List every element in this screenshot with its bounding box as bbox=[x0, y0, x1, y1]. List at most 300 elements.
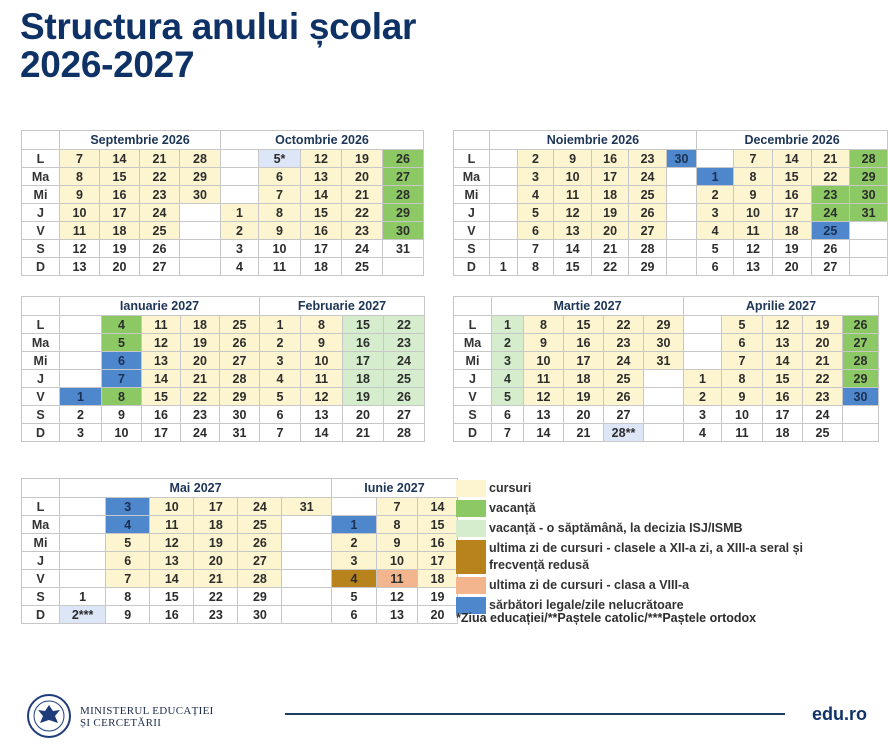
calendar-day-cell: 23 bbox=[629, 150, 666, 168]
day-label: L bbox=[454, 316, 492, 334]
calendar-empty-cell bbox=[684, 352, 722, 370]
day-label: Mi bbox=[454, 186, 490, 204]
calendar-ian-feb bbox=[21, 296, 425, 442]
calendar-day-cell: 11 bbox=[377, 570, 418, 588]
month-header: Februarie 2027 bbox=[260, 297, 425, 316]
calendar-day-cell: 13 bbox=[524, 406, 564, 424]
calendar-day-cell: 27 bbox=[220, 352, 260, 370]
day-label: J bbox=[454, 370, 492, 388]
calendar-day-cell: 13 bbox=[150, 552, 194, 570]
calendar-day-cell: 5 bbox=[517, 204, 554, 222]
calendar-day-cell: 12 bbox=[301, 150, 342, 168]
calendar-mar-apr bbox=[453, 296, 879, 442]
day-label: J bbox=[454, 204, 490, 222]
calendar-day-cell: 4 bbox=[492, 370, 524, 388]
calendar-day-cell: 18 bbox=[763, 424, 803, 442]
calendar-day-cell: 24 bbox=[181, 424, 220, 442]
calendar-day-cell: 16 bbox=[100, 186, 140, 204]
calendar-day-cell: 30 bbox=[850, 186, 888, 204]
calendar-day-cell: 1 bbox=[492, 316, 524, 334]
calendar-day-cell: 14 bbox=[100, 150, 140, 168]
calendar-day-cell: 14 bbox=[142, 370, 181, 388]
calendar-day-cell: 13 bbox=[763, 334, 803, 352]
calendar-day-cell: 26 bbox=[220, 334, 260, 352]
calendar-day-cell: 11 bbox=[554, 186, 591, 204]
day-label: Mi bbox=[22, 352, 60, 370]
calendar-empty-cell bbox=[843, 406, 879, 424]
month-header: Noiembrie 2026 bbox=[489, 131, 696, 150]
day-label: V bbox=[454, 388, 492, 406]
calendar-day-cell: 29 bbox=[850, 168, 888, 186]
legend-swatch-vacanta-saptamana bbox=[456, 520, 486, 537]
calendar-day-cell: 23 bbox=[140, 186, 180, 204]
calendar-day-cell: 25 bbox=[811, 222, 850, 240]
calendar-empty-cell bbox=[282, 534, 332, 552]
calendar-day-cell: 30 bbox=[220, 406, 260, 424]
calendar-empty-cell bbox=[383, 258, 424, 276]
calendar-empty-cell bbox=[489, 240, 517, 258]
calendar-day-cell: 30 bbox=[666, 150, 696, 168]
calendar-day-cell: 24 bbox=[140, 204, 180, 222]
calendar-day-cell: 25 bbox=[384, 370, 425, 388]
calendar-empty-cell bbox=[850, 258, 888, 276]
calendar-empty-cell bbox=[282, 552, 332, 570]
calendar-empty-cell bbox=[60, 570, 106, 588]
calendar-day-cell: 25 bbox=[342, 258, 383, 276]
calendar-day-cell: 4 bbox=[106, 516, 150, 534]
calendar-day-cell: 14 bbox=[150, 570, 194, 588]
calendar-empty-cell bbox=[684, 316, 722, 334]
calendar-day-cell: 15 bbox=[142, 388, 181, 406]
calendar-day-cell: 9 bbox=[554, 150, 591, 168]
calendar-day-cell: 2 bbox=[332, 534, 377, 552]
calendar-day-cell: 18 bbox=[343, 370, 384, 388]
day-label: S bbox=[22, 406, 60, 424]
legend bbox=[456, 480, 839, 617]
calendar-day-cell: 14 bbox=[772, 150, 811, 168]
calendar-day-cell: 16 bbox=[591, 150, 628, 168]
calendar-day-cell: 12 bbox=[142, 334, 181, 352]
calendar-day-cell: 15 bbox=[418, 516, 458, 534]
legend-label: ultima zi de cursuri - clasele a XII-a zi, a XIII-a seral și frecvență redusă bbox=[489, 541, 804, 572]
site-link[interactable]: edu.ro bbox=[812, 704, 868, 724]
calendar-empty-cell bbox=[180, 204, 221, 222]
calendar-day-cell: 30 bbox=[180, 186, 221, 204]
calendar-empty-cell bbox=[489, 186, 517, 204]
calendar-day-cell: 1 bbox=[60, 588, 106, 606]
calendar-day-cell: 31 bbox=[282, 498, 332, 516]
calendar-day-cell: 10 bbox=[259, 240, 301, 258]
calendar-day-cell: 19 bbox=[564, 388, 604, 406]
calendar-day-cell: 19 bbox=[418, 588, 458, 606]
calendar-day-cell: 8 bbox=[102, 388, 142, 406]
legend-swatch-ultima-zi-viii bbox=[456, 577, 486, 594]
legend-swatch-vacanta bbox=[456, 500, 486, 517]
calendar-empty-cell bbox=[644, 388, 684, 406]
calendar-day-cell: 23 bbox=[811, 186, 850, 204]
month-header: Iunie 2027 bbox=[332, 479, 458, 498]
calendar-day-cell: 25 bbox=[629, 186, 666, 204]
calendar-day-cell: 3 bbox=[106, 498, 150, 516]
calendar-empty-cell bbox=[666, 258, 696, 276]
legend-label: vacanță - o săptămână, la decizia ISJ/ISMB bbox=[489, 521, 743, 535]
title-line-2: 2026-2027 bbox=[20, 44, 195, 85]
calendar-day-cell: 10 bbox=[524, 352, 564, 370]
calendar-sep-oct bbox=[21, 130, 424, 276]
calendar-day-cell: 1 bbox=[221, 204, 259, 222]
calendar-day-cell: 10 bbox=[734, 204, 773, 222]
calendar-day-cell: 19 bbox=[342, 150, 383, 168]
calendar-day-cell: 18 bbox=[564, 370, 604, 388]
calendar-day-cell: 18 bbox=[591, 186, 628, 204]
calendar-day-cell: 19 bbox=[772, 240, 811, 258]
calendar-day-cell: 10 bbox=[150, 498, 194, 516]
calendar-day-cell: 8 bbox=[60, 168, 100, 186]
calendar-day-cell: 29 bbox=[629, 258, 666, 276]
calendar-day-cell: 9 bbox=[377, 534, 418, 552]
day-label: D bbox=[454, 424, 492, 442]
calendar-day-cell: 27 bbox=[384, 406, 425, 424]
calendar-empty-cell bbox=[644, 370, 684, 388]
calendar-day-cell: 12 bbox=[763, 316, 803, 334]
calendar-empty-cell bbox=[60, 352, 102, 370]
calendar-day-cell: 23 bbox=[803, 388, 843, 406]
calendar-day-cell: 22 bbox=[194, 588, 238, 606]
calendar-day-cell: 7 bbox=[377, 498, 418, 516]
calendar-day-cell: 4 bbox=[517, 186, 554, 204]
calendar-day-cell: 3 bbox=[492, 352, 524, 370]
calendar-day-cell: 20 bbox=[342, 168, 383, 186]
day-label: D bbox=[22, 606, 60, 624]
day-label: S bbox=[454, 240, 490, 258]
calendar-day-cell: 11 bbox=[301, 370, 343, 388]
calendar-day-cell: 21 bbox=[564, 424, 604, 442]
day-label: Mi bbox=[454, 352, 492, 370]
calendar-empty-cell bbox=[666, 204, 696, 222]
calendar-day-cell: 8 bbox=[517, 258, 554, 276]
calendar-day-cell: 21 bbox=[811, 150, 850, 168]
calendar-day-cell: 24 bbox=[342, 240, 383, 258]
calendar-day-cell: 6 bbox=[722, 334, 763, 352]
calendar-day-cell: 28 bbox=[384, 424, 425, 442]
calendar-empty-cell bbox=[60, 552, 106, 570]
calendar-empty-cell bbox=[489, 222, 517, 240]
legend-item bbox=[456, 480, 839, 497]
calendar-day-cell: 17 bbox=[591, 168, 628, 186]
calendar-day-cell: 10 bbox=[722, 406, 763, 424]
calendar-day-cell: 7 bbox=[722, 352, 763, 370]
calendar-empty-cell bbox=[489, 168, 517, 186]
calendar-day-cell: 23 bbox=[384, 334, 425, 352]
calendar-day-cell: 13 bbox=[301, 406, 343, 424]
calendar-day-cell: 11 bbox=[722, 424, 763, 442]
calendar-day-cell: 26 bbox=[140, 240, 180, 258]
calendar-day-cell: 24 bbox=[604, 352, 644, 370]
calendar-day-cell: 17 bbox=[301, 240, 342, 258]
calendar-day-cell: 17 bbox=[772, 204, 811, 222]
calendar-day-cell: 15 bbox=[150, 588, 194, 606]
calendar-day-cell: 10 bbox=[301, 352, 343, 370]
calendar-empty-cell bbox=[60, 516, 106, 534]
calendar-day-cell: 15 bbox=[763, 370, 803, 388]
calendar-day-cell: 14 bbox=[763, 352, 803, 370]
calendar-day-cell: 25 bbox=[803, 424, 843, 442]
calendar-day-cell: 1 bbox=[697, 168, 734, 186]
calendar-day-cell: 3 bbox=[517, 168, 554, 186]
calendar-day-cell: 19 bbox=[100, 240, 140, 258]
legend-footnote: *Ziua educației/**Paștele catolic/***Paștele ortodox bbox=[456, 611, 757, 625]
footer-divider bbox=[285, 713, 785, 715]
ministry-line-1: MINISTERUL EDUCAȚIEI bbox=[80, 705, 214, 717]
calendar-day-cell: 7 bbox=[106, 570, 150, 588]
calendar-day-cell: 26 bbox=[604, 388, 644, 406]
calendar-day-cell: 15 bbox=[343, 316, 384, 334]
calendar-day-cell: 7 bbox=[260, 424, 301, 442]
calendar-day-cell: 28 bbox=[220, 370, 260, 388]
calendar-day-cell: 3 bbox=[697, 204, 734, 222]
day-label: S bbox=[454, 406, 492, 424]
calendar-day-cell: 20 bbox=[343, 406, 384, 424]
calendar-day-cell: 21 bbox=[140, 150, 180, 168]
day-label: D bbox=[454, 258, 490, 276]
calendar-empty-cell bbox=[697, 150, 734, 168]
calendar-day-cell: 29 bbox=[238, 588, 282, 606]
day-label: V bbox=[454, 222, 490, 240]
calendar-day-cell: 1 bbox=[260, 316, 301, 334]
calendar-empty-cell bbox=[180, 258, 221, 276]
calendar-day-cell: 15 bbox=[301, 204, 342, 222]
calendar-day-cell: 14 bbox=[301, 186, 342, 204]
calendar-day-cell: 3 bbox=[60, 424, 102, 442]
calendar-day-cell: 29 bbox=[180, 168, 221, 186]
calendar-day-cell: 13 bbox=[60, 258, 100, 276]
legend-label: sărbători legale/zile nelucrătoare bbox=[489, 598, 684, 612]
calendar-day-cell: 29 bbox=[383, 204, 424, 222]
calendar-day-cell: 2 bbox=[684, 388, 722, 406]
calendar-day-cell: 6 bbox=[106, 552, 150, 570]
day-label: Ma bbox=[454, 334, 492, 352]
calendar-day-cell: 27 bbox=[140, 258, 180, 276]
calendar-empty-cell bbox=[60, 534, 106, 552]
calendar-day-cell: 2*** bbox=[60, 606, 106, 624]
calendar-day-cell: 24 bbox=[803, 406, 843, 424]
month-header: Ianuarie 2027 bbox=[60, 297, 260, 316]
calendar-empty-cell bbox=[60, 370, 102, 388]
calendar-empty-cell bbox=[666, 168, 696, 186]
calendar-day-cell: 28 bbox=[850, 150, 888, 168]
calendar-day-cell: 17 bbox=[343, 352, 384, 370]
calendar-day-cell: 23 bbox=[181, 406, 220, 424]
calendar-day-cell: 1 bbox=[684, 370, 722, 388]
calendar-day-cell: 22 bbox=[604, 316, 644, 334]
calendar-day-cell: 21 bbox=[342, 186, 383, 204]
calendar-nov-dec bbox=[453, 130, 888, 276]
calendar-empty-cell bbox=[489, 204, 517, 222]
calendar-day-cell: 20 bbox=[803, 334, 843, 352]
calendar-day-cell: 11 bbox=[142, 316, 181, 334]
calendar-empty-cell bbox=[850, 222, 888, 240]
calendar-day-cell: 19 bbox=[591, 204, 628, 222]
calendar-day-cell: 20 bbox=[194, 552, 238, 570]
calendar-day-cell: 30 bbox=[843, 388, 879, 406]
calendar-day-cell: 5* bbox=[259, 150, 301, 168]
calendar-day-cell: 15 bbox=[772, 168, 811, 186]
calendar-day-cell: 19 bbox=[803, 316, 843, 334]
calendar-day-cell: 31 bbox=[644, 352, 684, 370]
legend-label: ultima zi de cursuri - clasa a VIII-a bbox=[489, 578, 690, 592]
calendar-empty-cell bbox=[843, 424, 879, 442]
legend-item bbox=[456, 500, 839, 517]
calendar-day-cell: 28 bbox=[843, 352, 879, 370]
calendar-day-cell: 8 bbox=[259, 204, 301, 222]
calendar-day-cell: 27 bbox=[811, 258, 850, 276]
calendar-day-cell: 26 bbox=[238, 534, 282, 552]
calendar-day-cell: 4 bbox=[260, 370, 301, 388]
calendar-day-cell: 26 bbox=[811, 240, 850, 258]
calendar-day-cell: 24 bbox=[384, 352, 425, 370]
calendar-day-cell: 22 bbox=[591, 258, 628, 276]
calendar-day-cell: 29 bbox=[843, 370, 879, 388]
calendar-day-cell: 3 bbox=[221, 240, 259, 258]
calendar-day-cell: 6 bbox=[260, 406, 301, 424]
calendar-day-cell: 27 bbox=[629, 222, 666, 240]
calendar-day-cell: 4 bbox=[332, 570, 377, 588]
calendar-day-cell: 16 bbox=[150, 606, 194, 624]
calendar-empty-cell bbox=[180, 240, 221, 258]
calendar-day-cell: 20 bbox=[418, 606, 458, 624]
calendar-day-cell: 26 bbox=[629, 204, 666, 222]
day-label: V bbox=[22, 222, 60, 240]
calendar-empty-cell bbox=[221, 168, 259, 186]
day-label: J bbox=[22, 370, 60, 388]
calendar-empty-cell bbox=[60, 334, 102, 352]
calendar-day-cell: 23 bbox=[342, 222, 383, 240]
legend-label: vacanță bbox=[489, 501, 536, 515]
calendar-day-cell: 16 bbox=[418, 534, 458, 552]
calendar-day-cell: 13 bbox=[734, 258, 773, 276]
day-label: L bbox=[22, 498, 60, 516]
calendar-day-cell: 10 bbox=[60, 204, 100, 222]
calendar-day-cell: 2 bbox=[517, 150, 554, 168]
calendar-day-cell: 2 bbox=[697, 186, 734, 204]
calendar-day-cell: 9 bbox=[722, 388, 763, 406]
ministry-line-2: ȘI CERCETĂRII bbox=[80, 717, 162, 729]
day-label: J bbox=[22, 552, 60, 570]
calendar-day-cell: 11 bbox=[60, 222, 100, 240]
calendar-day-cell: 5 bbox=[492, 388, 524, 406]
calendar-day-cell: 22 bbox=[342, 204, 383, 222]
day-label: Ma bbox=[22, 334, 60, 352]
calendar-day-cell: 25 bbox=[220, 316, 260, 334]
calendar-day-cell: 12 bbox=[60, 240, 100, 258]
calendar-day-cell: 2 bbox=[260, 334, 301, 352]
day-label: L bbox=[454, 150, 490, 168]
calendar-day-cell: 17 bbox=[100, 204, 140, 222]
calendar-day-cell: 21 bbox=[591, 240, 628, 258]
calendar-day-cell: 16 bbox=[772, 186, 811, 204]
calendar-day-cell: 19 bbox=[343, 388, 384, 406]
month-header: Martie 2027 bbox=[492, 297, 684, 316]
calendar-day-cell: 9 bbox=[301, 334, 343, 352]
calendar-empty-cell bbox=[180, 222, 221, 240]
day-label: L bbox=[22, 316, 60, 334]
calendar-day-cell: 28 bbox=[180, 150, 221, 168]
calendar-day-cell: 14 bbox=[554, 240, 591, 258]
calendar-day-cell: 27 bbox=[604, 406, 644, 424]
calendar-day-cell: 18 bbox=[100, 222, 140, 240]
calendar-day-cell: 20 bbox=[181, 352, 220, 370]
calendar-empty-cell bbox=[282, 606, 332, 624]
calendar-day-cell: 12 bbox=[554, 204, 591, 222]
calendar-day-cell: 7 bbox=[734, 150, 773, 168]
calendar-day-cell: 15 bbox=[100, 168, 140, 186]
calendar-day-cell: 5 bbox=[106, 534, 150, 552]
calendar-day-cell: 18 bbox=[418, 570, 458, 588]
calendar-day-cell: 19 bbox=[181, 334, 220, 352]
calendar-day-cell: 12 bbox=[734, 240, 773, 258]
calendar-day-cell: 7 bbox=[60, 150, 100, 168]
calendar-empty-cell bbox=[282, 516, 332, 534]
calendar-day-cell: 16 bbox=[142, 406, 181, 424]
day-label: Mi bbox=[22, 186, 60, 204]
calendar-day-cell: 5 bbox=[260, 388, 301, 406]
calendar-day-cell: 29 bbox=[644, 316, 684, 334]
calendar-day-cell: 6 bbox=[492, 406, 524, 424]
calendar-day-cell: 6 bbox=[517, 222, 554, 240]
calendar-day-cell: 28** bbox=[604, 424, 644, 442]
title-line-1: Structura anului școlar bbox=[20, 6, 417, 47]
calendar-day-cell: 1 bbox=[332, 516, 377, 534]
calendar-day-cell: 20 bbox=[100, 258, 140, 276]
calendar-day-cell: 21 bbox=[803, 352, 843, 370]
calendar-day-cell: 18 bbox=[194, 516, 238, 534]
day-label: D bbox=[22, 424, 60, 442]
calendar-day-cell: 12 bbox=[301, 388, 343, 406]
calendar-day-cell: 17 bbox=[763, 406, 803, 424]
calendar-day-cell: 12 bbox=[377, 588, 418, 606]
calendar-day-cell: 9 bbox=[524, 334, 564, 352]
day-label: Ma bbox=[22, 516, 60, 534]
calendar-day-cell: 9 bbox=[259, 222, 301, 240]
calendar-day-cell: 8 bbox=[301, 316, 343, 334]
calendar-day-cell: 17 bbox=[194, 498, 238, 516]
calendar-day-cell: 25 bbox=[140, 222, 180, 240]
calendar-day-cell: 14 bbox=[301, 424, 343, 442]
calendar-day-cell: 26 bbox=[384, 388, 425, 406]
calendar-day-cell: 5 bbox=[722, 316, 763, 334]
calendar-day-cell: 30 bbox=[238, 606, 282, 624]
calendar-day-cell: 25 bbox=[604, 370, 644, 388]
legend-label: cursuri bbox=[489, 481, 532, 495]
calendar-day-cell: 17 bbox=[142, 424, 181, 442]
calendar-day-cell: 8 bbox=[722, 370, 763, 388]
calendar-day-cell: 8 bbox=[524, 316, 564, 334]
legend-item bbox=[456, 577, 839, 594]
government-seal-icon bbox=[26, 693, 72, 739]
calendar-day-cell: 31 bbox=[850, 204, 888, 222]
calendar-empty-cell bbox=[666, 222, 696, 240]
calendar-day-cell: 22 bbox=[811, 168, 850, 186]
calendar-day-cell: 5 bbox=[697, 240, 734, 258]
calendar-day-cell: 21 bbox=[343, 424, 384, 442]
calendar-day-cell: 2 bbox=[60, 406, 102, 424]
calendar-day-cell: 18 bbox=[772, 222, 811, 240]
calendar-empty-cell bbox=[221, 186, 259, 204]
calendar-day-cell: 31 bbox=[383, 240, 424, 258]
day-label: Mi bbox=[22, 534, 60, 552]
calendar-day-cell: 23 bbox=[194, 606, 238, 624]
calendar-day-cell: 30 bbox=[383, 222, 424, 240]
